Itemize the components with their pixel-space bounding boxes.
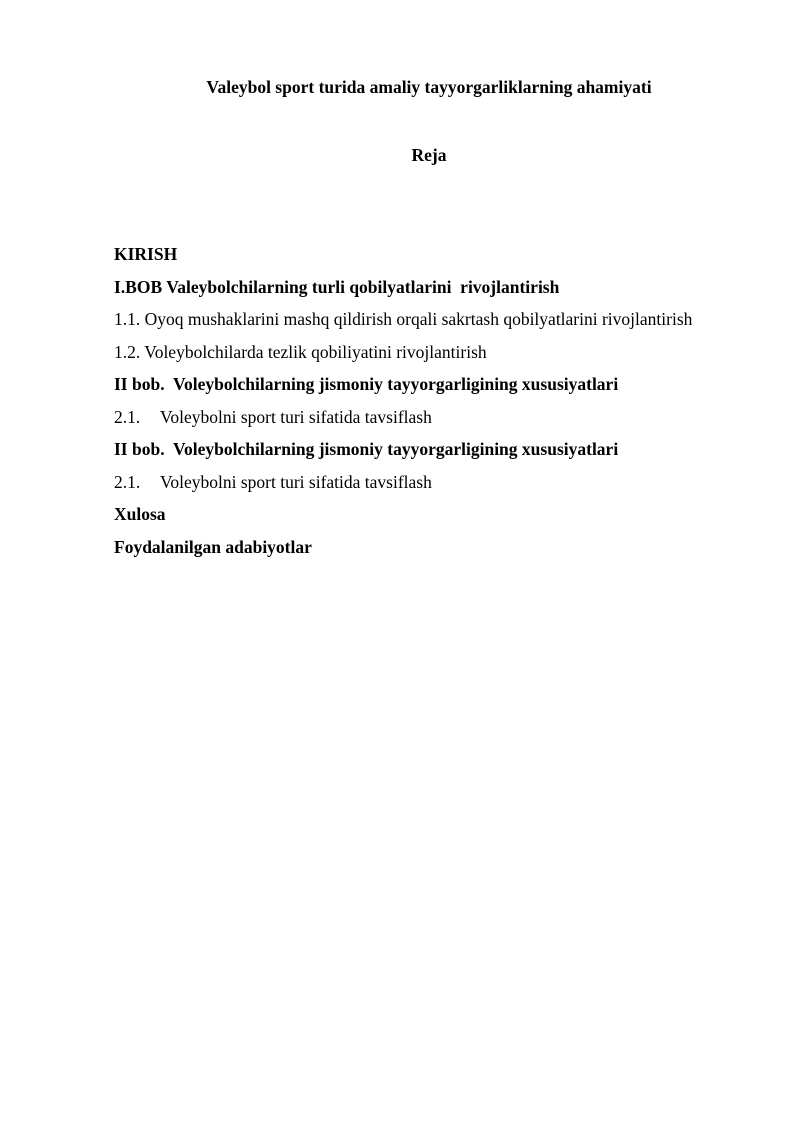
toc-item-text: 1.2. Voleybolchilarda tezlik qobiliyatini rivojlantirish [114,341,487,362]
toc-item-text: II bob. Voleybolchilarning jismoniy tayyorgarligining xususiyatlari [114,439,619,459]
toc-item-chapter-2-repeat [114,433,794,466]
table-of-contents [114,238,794,563]
toc-item-text: II bob. Voleybolchilarning jismoniy tayyorgarligining xususiyatlari [114,374,619,394]
toc-item-text: KIRISH [114,244,178,264]
toc-item-section-1-2 [114,336,794,369]
toc-item-chapter-2 [114,368,794,401]
toc-item-conclusion [114,498,794,531]
toc-item-number: 2.1. [114,406,141,427]
toc-item-section-2-1 [114,401,794,434]
toc-item-section-2-1-repeat [114,466,794,499]
plan-heading: Reja [411,145,447,165]
toc-item-section-1-1 [114,303,794,336]
toc-item-text: I.BOB Valeybolchilarning turli qobilyatlarini rivojlantirish [114,276,560,297]
toc-item-number: 2.1. [114,471,141,492]
toc-item-references [114,531,794,564]
toc-item-text: Voleybolni sport turi sifatida tavsiflash [160,406,432,427]
toc-item-text: Xulosa [114,504,166,524]
document-title: Valeybol sport turida amaliy tayyorgarliklarning ahamiyati [206,77,652,97]
toc-item-text: Voleybolni sport turi sifatida tavsiflash [160,471,432,492]
toc-item-text: Foydalanilgan adabiyotlar [114,536,312,557]
toc-item-chapter-1 [114,271,794,304]
toc-item-text: 1.1. Oyoq mushaklarini mashq qildirish orqali sakrtash qobilyatlarini rivojlantirish [114,309,693,329]
toc-item-introduction [114,238,794,271]
